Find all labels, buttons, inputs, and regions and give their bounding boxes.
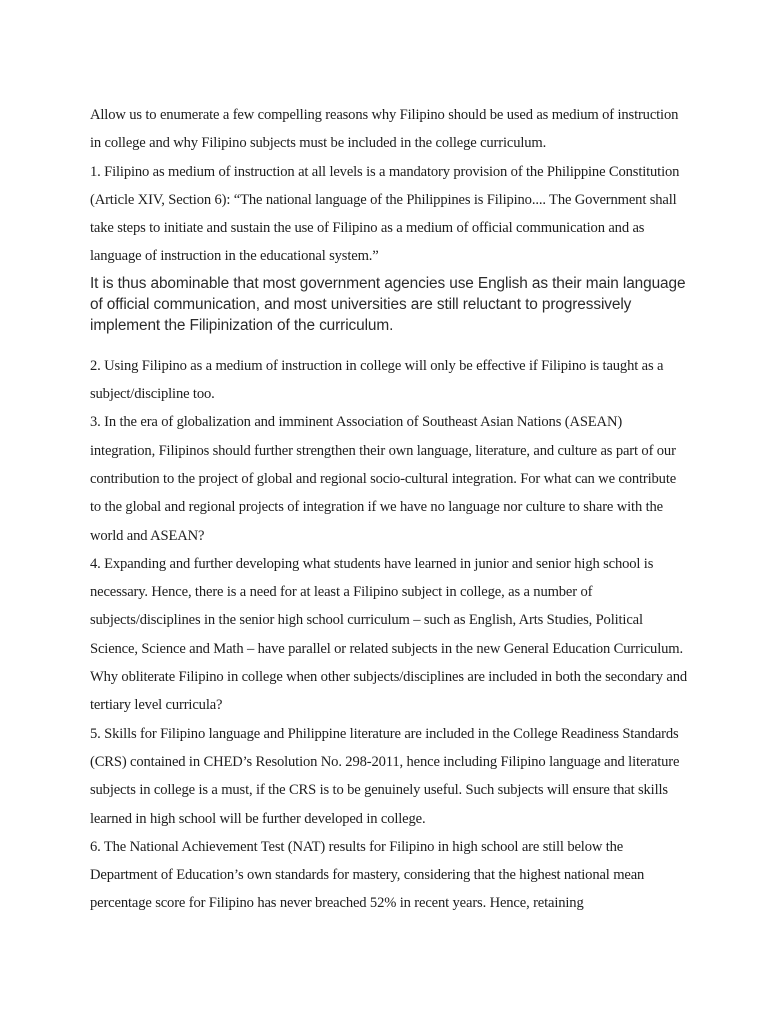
reason-1-comment-paragraph: It is thus abominable that most government agencies use English as their main language of official communication, and most universities are still reluctant to progressively implement the Filipinization of the curriculum. <box>90 274 686 334</box>
reason-2-paragraph: 2. Using Filipino as a medium of instruction in college will only be effective if Filipino is taught as a subject/discipline too. <box>90 357 664 403</box>
reason-5-paragraph: 5. Skills for Filipino language and Philippine literature are included in the College Readiness Standards (CRS) contained in CHED’s Resolution No. 298-2011, hence including Filipino language and literature subjects in college is a must, if the CRS is to be genuinely useful. Such subjects will ensure that skills learned in high school will be further developed in college. <box>90 725 680 827</box>
reason-6-paragraph: 6. The National Achievement Test (NAT) results for Filipino in high school are still below the Department of Education’s own standards for mastery, considering that the highest national mean percentage score for Filipino has never breached 52% in recent years. Hence, retaining <box>90 838 645 912</box>
reason-3-paragraph: 3. In the era of globalization and imminent Association of Southeast Asian Nations (ASEAN) integration, Filipinos should further strengthen their own language, literature, and culture as part of our contribution to the project of global and regional socio-cultural integration. For what can we contribute to the global and regional projects of integration if we have no language nor culture to share with the world and ASEAN? <box>90 414 677 544</box>
reason-1-paragraph: 1. Filipino as medium of instruction at all levels is a mandatory provision of the Philippine Constitution (Article XIV, Section 6): “The national language of the Philippines is Filipino.... The Government shall take steps to initiate and sustain the use of Filipino as a medium of official communication and as language of instruction in the educational system.” <box>90 163 680 265</box>
document-body <box>90 101 690 918</box>
reason-4-paragraph: 4. Expanding and further developing what students have learned in junior and senior high school is necessary. Hence, there is a need for at least a Filipino subject in college, as a number of subjects/disciplines in the senior high school curriculum – such as English, Arts Studies, Political Science, Science and Math – have parallel or related subjects in the new General Education Curriculum. Why obliterate Filipino in college when other subjects/disciplines are included in both the secondary and tertiary level curricula? <box>90 555 688 714</box>
intro-paragraph: Allow us to enumerate a few compelling reasons why Filipino should be used as medium of instruction in college and why Filipino subjects must be included in the college curriculum. <box>90 107 679 152</box>
